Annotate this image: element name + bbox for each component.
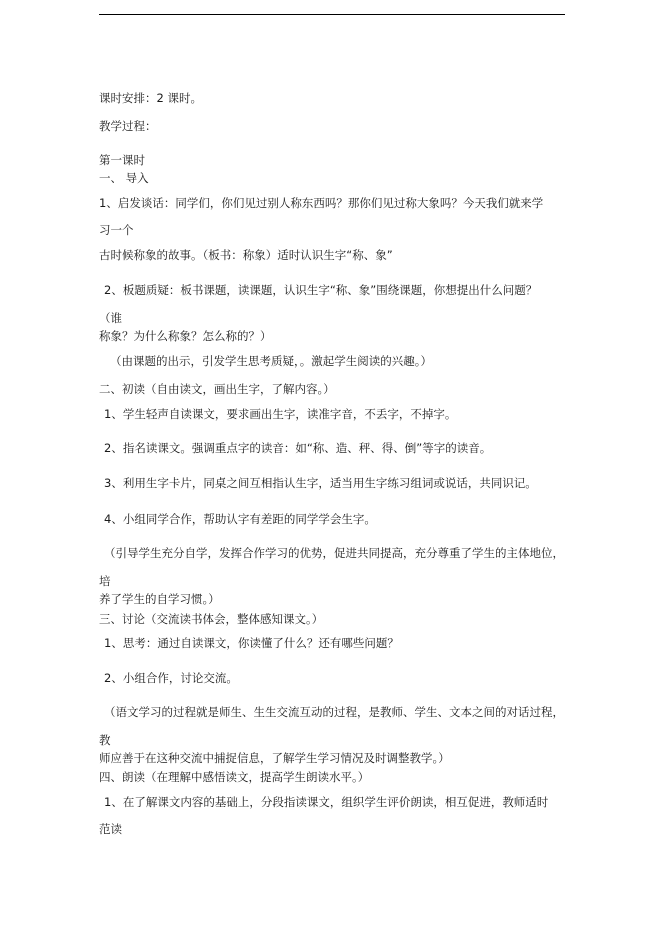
section-heading-4: 四、朗读（在理解中感悟读文，提高学生朗读水平。） xyxy=(99,770,370,784)
section-heading-2: 二、初读（自由读文，画出生字，了解内容。） xyxy=(99,382,335,396)
paragraph-line: 古时候称象的故事。（板书：称象）适时认识生字“称、象” xyxy=(99,248,393,262)
paragraph-line: 1、启发谈话：同学们，你们见过别人称东西吗？那你们见过称大象吗？今天我们就来学 xyxy=(99,196,544,210)
annotation-line: 培 xyxy=(99,574,111,588)
annotation-line: 师应善于在这种交流中捕捉信息，了解学生学习情况及时调整教学。） xyxy=(99,751,450,765)
paragraph-line: 称象？为什么称象？怎么称的？） xyxy=(99,329,272,343)
paragraph-line: 2、指名读课文。强调重点字的读音：如“称、造、秤、得、倒”等字的读音。 xyxy=(104,441,492,455)
paragraph-line: （谁 xyxy=(99,311,122,325)
annotation-line: 教 xyxy=(99,733,111,747)
annotation-line: （语文学习的过程就是师生、生生交流互动的过程，是教师、学生、文本之间的对话过程， xyxy=(104,705,564,719)
header-rule xyxy=(99,14,565,15)
paragraph-line: 3、利用生字卡片，同桌之间互相指认生字，适当用生字练习组词或说话，共同识记。 xyxy=(104,476,537,490)
annotation-line: （引导学生充分自学，发挥合作学习的优势，促进共同提高，充分尊重了学生的主体地位， xyxy=(104,546,564,560)
annotation-line: 养了学生的自学习惯。） xyxy=(99,592,220,606)
schedule-line: 课时安排：2 课时。 xyxy=(99,91,202,105)
paragraph-line: 范读 xyxy=(99,822,122,836)
paragraph-line: 1、在了解课文内容的基础上，分段指读课文，组织学生评价朗读，相互促进，教师适时 xyxy=(104,795,549,809)
paragraph-line: 习一个 xyxy=(99,223,134,237)
paragraph-line: 2、板题质疑：板书课题，读课题，认识生字“称、象”围绕课题，你想提出什么问题？ xyxy=(104,283,538,297)
process-heading: 教学过程： xyxy=(99,119,157,133)
paragraph-line: 1、学生轻声自读课文，要求画出生字，读准字音，不丢字，不掉字。 xyxy=(104,407,457,421)
lesson-heading: 第一课时 xyxy=(99,153,145,167)
paragraph-line: 1、思考：通过自读课文，你读懂了什么？还有哪些问题？ xyxy=(104,636,399,650)
paragraph-line: 2、小组合作，讨论交流。 xyxy=(104,671,238,685)
section-heading-1: 一、 导入 xyxy=(99,171,149,185)
section-heading-3: 三、讨论（交流读书体会，整体感知课文。） xyxy=(99,612,324,626)
paragraph-line: 4、小组同学合作，帮助认字有差距的同学学会生字。 xyxy=(104,512,376,526)
annotation-line: （由课题的出示，引发学生思考质疑，。激起学生阅读的兴趣。） xyxy=(110,354,432,368)
